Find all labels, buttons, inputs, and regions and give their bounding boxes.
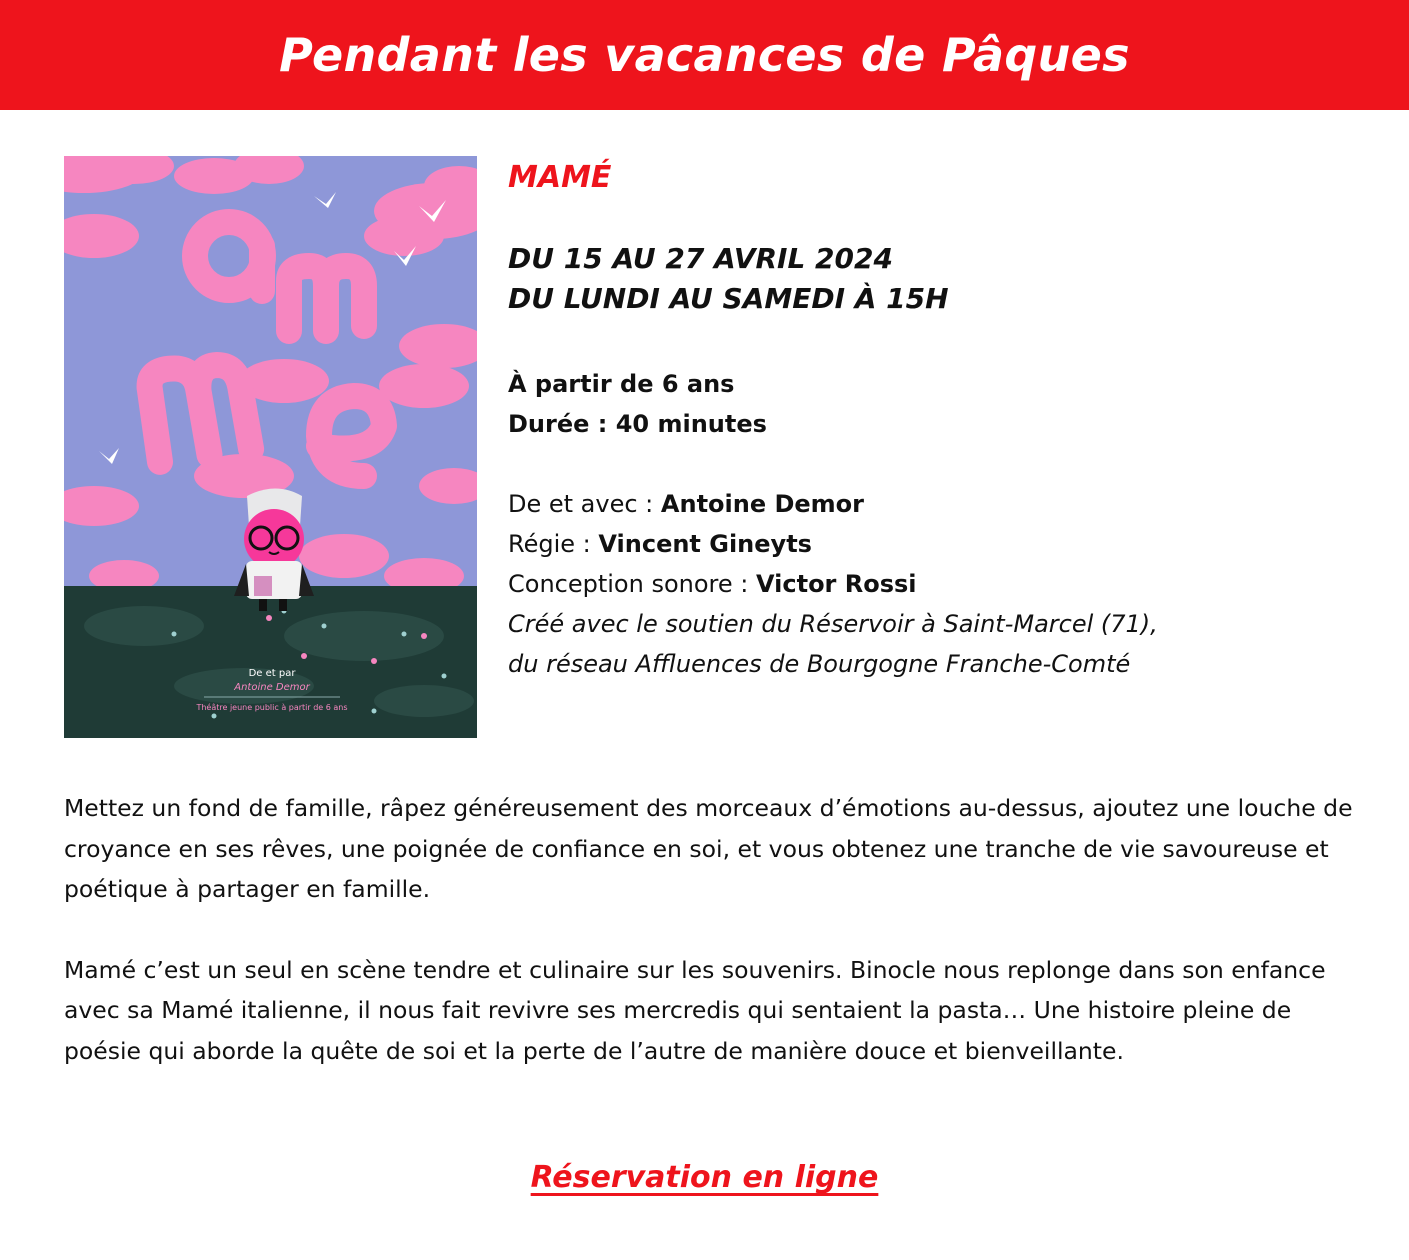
description-paragraph: Mamé c’est un seul en scène tendre et culinaire sur les souvenirs. Binocle nous replonge dans son enfance avec sa Mamé italienne, il nous fait revivre ses mercredis qui sentaient la pasta… Une histoire pleine de poésie qui aborde la quête de soi et la perte de l’autre de manière douce et bienveillante. — [64, 955, 1326, 1065]
credit-label: De et avec : — [508, 490, 661, 518]
show-facts — [508, 364, 1368, 444]
poster-byline-name: Antoine Demor — [234, 682, 310, 693]
banner-title: Pendant les vacances de Pâques — [279, 28, 1130, 82]
show-info — [508, 156, 1368, 684]
duration: Durée : 40 minutes — [508, 410, 767, 438]
reservation-link[interactable]: Réservation en ligne — [530, 1160, 879, 1195]
header-banner — [0, 0, 1409, 110]
poster-audience: Théâtre jeune public à partir de 6 ans — [196, 703, 348, 712]
description-paragraph: Mettez un fond de famille, râpez généreusement des morceaux d’émotions au-dessus, ajoutez une louche de croyance en ses rêves, une poignée de confiance en soi, et vous obtenez une tranche de vie savoureuse et poétique à partager en famille. — [64, 794, 1353, 903]
show-description — [64, 788, 1354, 1111]
show-credits — [508, 484, 1368, 684]
support-line: Créé avec le soutien du Réservoir à Saint-Marcel (71), — [508, 610, 1158, 638]
credit-line — [508, 524, 1368, 564]
poster-byline-label: De et par — [248, 668, 296, 679]
show-title: MAMÉ — [508, 160, 612, 195]
credit-value: Vincent Gineyts — [598, 530, 812, 558]
age-limit: À partir de 6 ans — [508, 370, 735, 398]
dates-schedule: DU LUNDI AU SAMEDI À 15H — [508, 282, 949, 315]
reservation-container — [0, 1160, 1409, 1195]
credit-label: Régie : — [508, 530, 599, 558]
credit-line — [508, 564, 1368, 604]
show-dates — [508, 239, 1368, 319]
support-line: du réseau Affluences de Bourgogne Franche-Comté — [508, 650, 1131, 678]
show-poster — [64, 156, 477, 738]
dates-range: DU 15 AU 27 AVRIL 2024 — [508, 242, 893, 275]
credit-value: Victor Rossi — [755, 570, 917, 598]
credit-value: Antoine Demor — [660, 490, 865, 518]
credit-label: Conception sonore : — [508, 570, 756, 598]
credit-line — [508, 484, 1368, 524]
